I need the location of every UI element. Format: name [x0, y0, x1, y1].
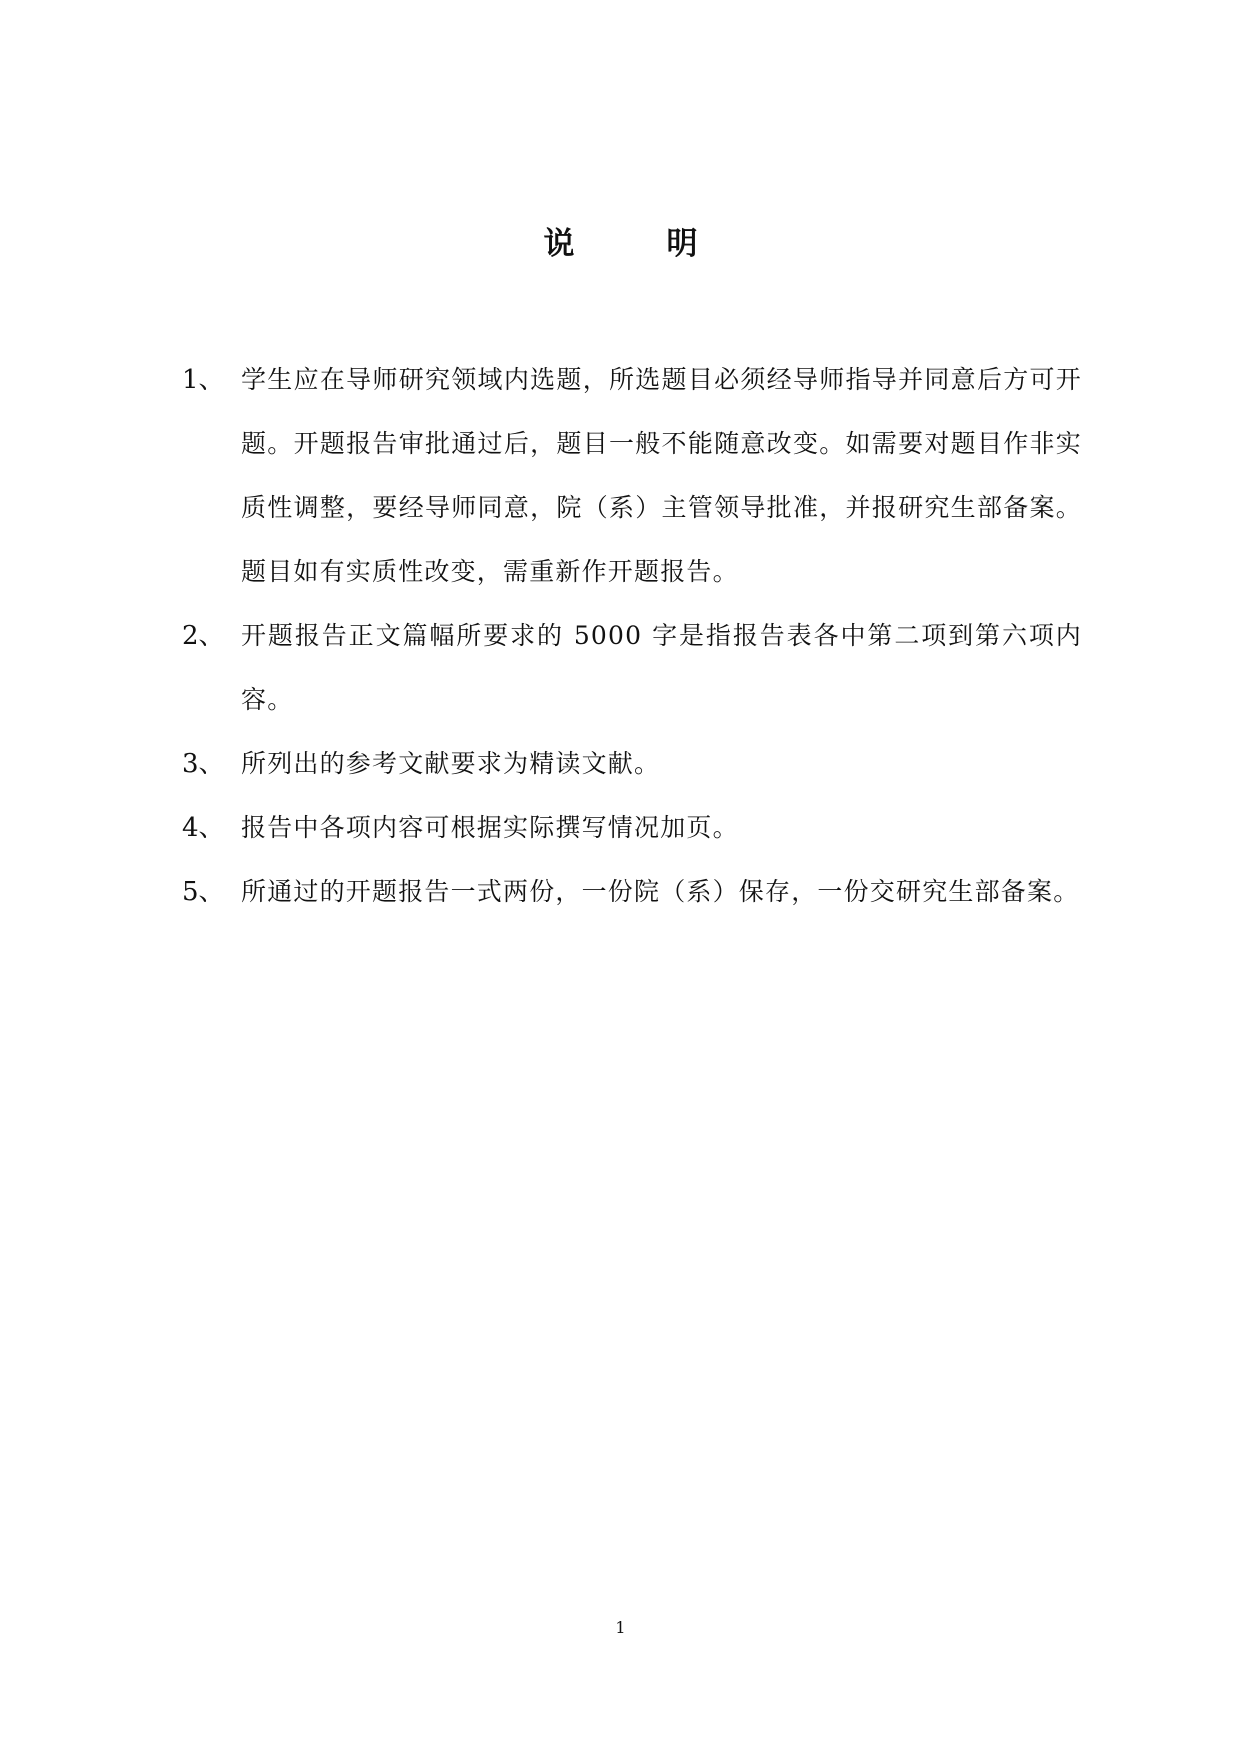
page-number: 1 [615, 1618, 626, 1637]
item-number: 3、 [182, 749, 225, 779]
item-number: 5、 [182, 877, 225, 907]
list-item [182, 604, 1082, 732]
list-item [182, 796, 1082, 860]
item-text: 学生应在导师研究领域内选题，所选题目必须经导师指导并同意后方可开题。开题报告审批通过后，题目一般不能随意改变。如需要对题目作非实质性调整，要经导师同意，院（系）主管领导批准，并报研究生部备案。题目如有实质性改变，需重新作开题报告。 [241, 365, 1082, 586]
item-text: 报告中各项内容可根据实际撰写情况加页。 [241, 813, 739, 842]
title-char-1: 说 [543, 226, 575, 262]
list-item [182, 860, 1082, 924]
item-number: 4、 [182, 813, 225, 843]
item-number: 2、 [182, 621, 225, 651]
instruction-list [182, 348, 1082, 924]
item-number: 1、 [182, 365, 225, 395]
list-item [182, 348, 1082, 604]
list-item [182, 732, 1082, 796]
item-text: 开题报告正文篇幅所要求的 5000 字是指报告表各中第二项到第六项内容。 [241, 621, 1082, 714]
item-text: 所通过的开题报告一式两份，一份院（系）保存，一份交研究生部备案。 [241, 877, 1080, 906]
item-text: 所列出的参考文献要求为精读文献。 [241, 749, 661, 778]
title-char-2: 明 [666, 226, 698, 262]
page-title [0, 222, 1241, 266]
